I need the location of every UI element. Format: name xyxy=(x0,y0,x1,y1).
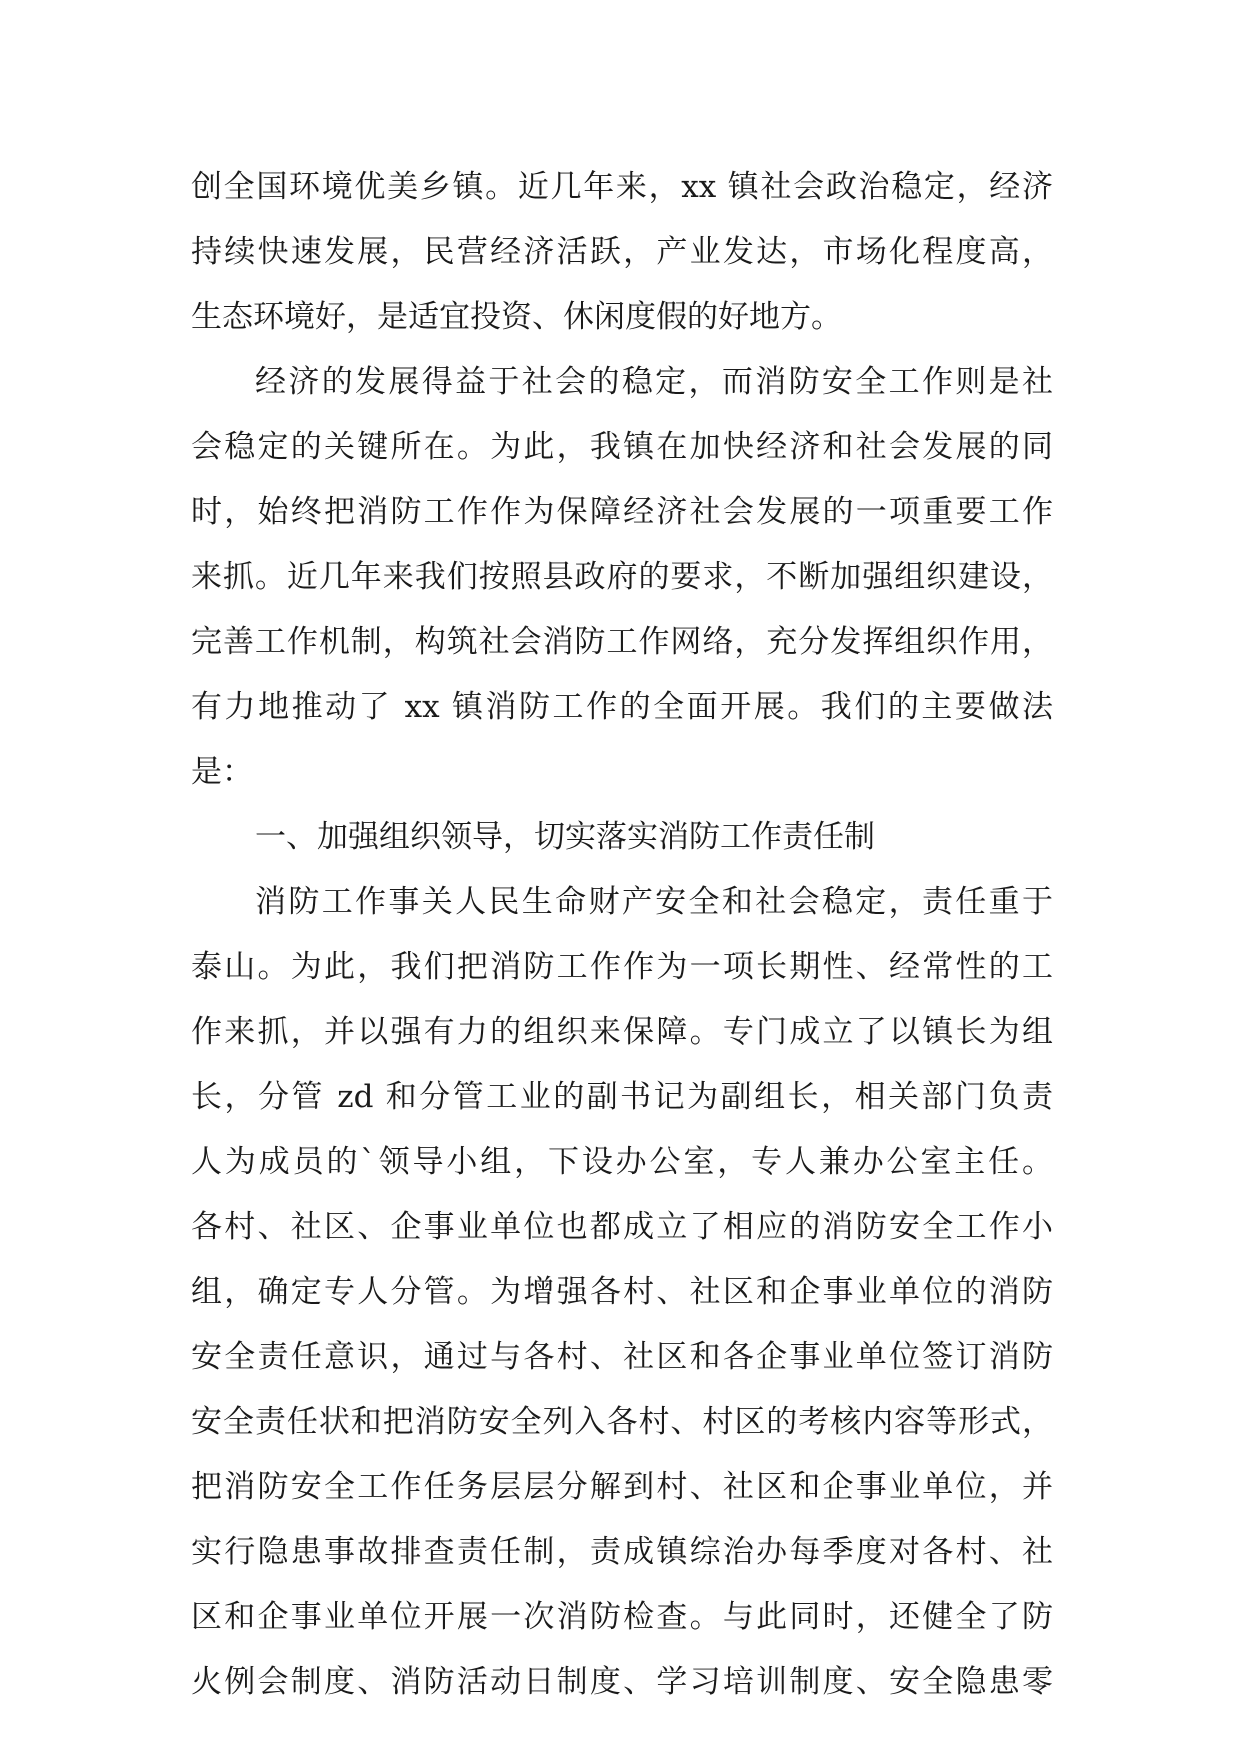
section-heading: 一、加强组织领导，切实落实消防工作责任制 xyxy=(255,819,875,855)
document-body xyxy=(191,155,1053,1715)
text-line: 经济的发展得益于社会的稳定，而消防安全工作则是社 xyxy=(255,364,1053,400)
text-line: 人为成员的`领导小组，下设办公室，专人兼办公室主任。 xyxy=(191,1144,1053,1180)
text-line: 持续快速发展，民营经济活跃，产业发达，市场化程度高， xyxy=(191,234,1053,270)
text-line: 火例会制度、消防活动日制度、学习培训制度、安全隐患零 xyxy=(191,1664,1053,1700)
text-line: 会稳定的关键所在。为此，我镇在加快经济和社会发展的同 xyxy=(191,429,1053,465)
text-line: 来抓。近几年来我们按照县政府的要求，不断加强组织建设， xyxy=(191,559,1053,595)
text-line: 完善工作机制，构筑社会消防工作网络，充分发挥组织作用， xyxy=(191,624,1053,660)
text-line: 安全责任意识，通过与各村、社区和各企事业单位签订消防 xyxy=(191,1339,1053,1375)
text-line: 组，确定专人分管。为增强各村、社区和企事业单位的消防 xyxy=(191,1274,1053,1310)
text-line: 安全责任状和把消防安全列入各村、村区的考核内容等形式， xyxy=(191,1404,1053,1440)
text-line: 创全国环境优美乡镇。近几年来，xx 镇社会政治稳定，经济 xyxy=(191,169,1053,205)
text-line: 把消防安全工作任务层层分解到村、社区和企事业单位，并 xyxy=(191,1469,1053,1505)
text-line: 各村、社区、企事业单位也都成立了相应的消防安全工作小 xyxy=(191,1209,1053,1245)
text-line: 有力地推动了 xx 镇消防工作的全面开展。我们的主要做法 xyxy=(191,689,1053,725)
text-line: 是： xyxy=(191,754,253,790)
text-line: 区和企事业单位开展一次消防检查。与此同时，还健全了防 xyxy=(191,1599,1053,1635)
text-line: 实行隐患事故排查责任制，责成镇综治办每季度对各村、社 xyxy=(191,1534,1053,1570)
text-line: 作来抓，并以强有力的组织来保障。专门成立了以镇长为组 xyxy=(191,1014,1053,1050)
text-line: 泰山。为此，我们把消防工作作为一项长期性、经常性的工 xyxy=(191,949,1053,985)
text-line: 时，始终把消防工作作为保障经济社会发展的一项重要工作 xyxy=(191,494,1053,530)
text-line: 长，分管 zd 和分管工业的副书记为副组长，相关部门负责 xyxy=(191,1079,1053,1115)
text-line: 消防工作事关人民生命财产安全和社会稳定，责任重于 xyxy=(255,884,1053,920)
text-line: 生态环境好，是适宜投资、休闲度假的好地方。 xyxy=(191,299,842,335)
